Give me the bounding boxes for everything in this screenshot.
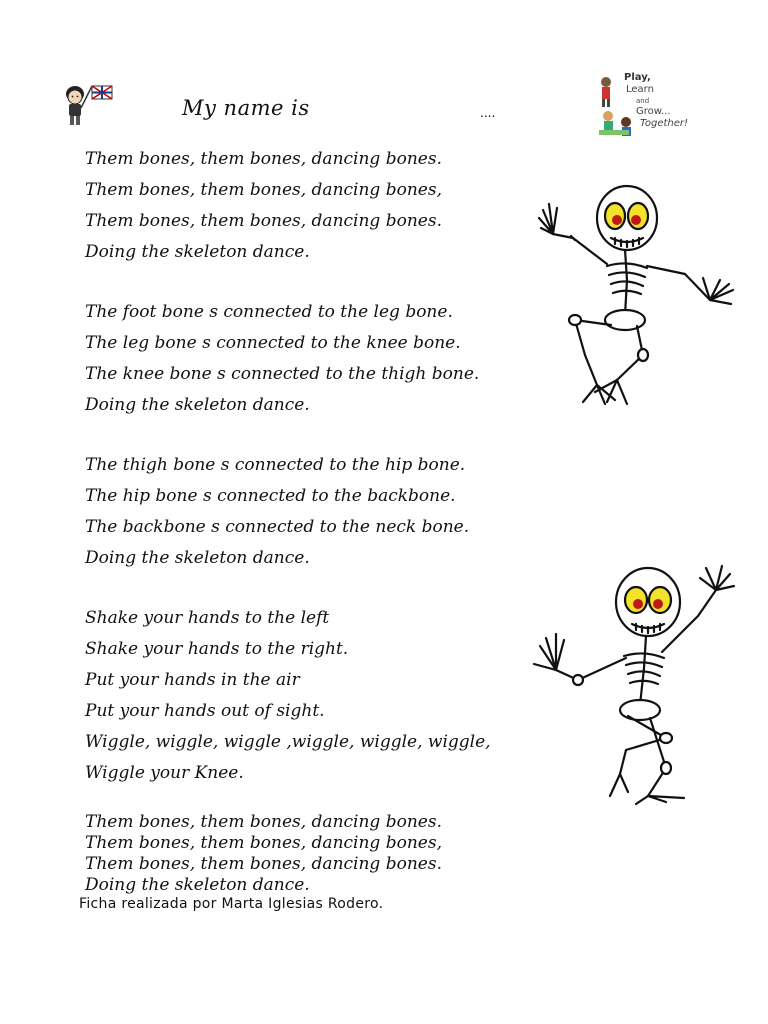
lyric-line: Put your hands out of sight. [85, 701, 325, 721]
name-label: My name is [182, 96, 310, 120]
play-learn-grow-logo [596, 72, 706, 142]
logo-grow: Grow... [636, 106, 671, 117]
lyric-line: Doing the skeleton dance. [85, 395, 310, 415]
lyric-line: The foot bone s connected to the leg bone. [85, 302, 453, 322]
lyric-line: Them bones, them bones, dancing bones. [85, 211, 442, 231]
stanza-3 [85, 450, 515, 574]
stanza-5 [85, 812, 515, 896]
lyric-line: Shake your hands to the right. [85, 639, 349, 659]
author-credit: Ficha realizada por Marta Iglesias Rodero. [79, 896, 384, 912]
stanza-1 [85, 144, 515, 268]
name-blank: .... [480, 106, 496, 120]
lyric-line: Put your hands in the air [85, 670, 300, 690]
lyric-line: The thigh bone s connected to the hip bone. [85, 455, 466, 475]
lyric-line: The hip bone s connected to the backbone. [85, 486, 456, 506]
lyric-line: Them bones, them bones, dancing bones, [85, 180, 442, 200]
logo-and: and [636, 97, 650, 105]
lyric-line: Them bones, them bones, dancing bones. [85, 149, 442, 169]
lyric-line: Them bones, them bones, dancing bones. [85, 812, 442, 832]
lyric-line: The knee bone s connected to the thigh bone. [85, 364, 480, 384]
lyric-line: Shake your hands to the left [85, 608, 330, 628]
logo-learn: Learn [626, 84, 654, 95]
lyric-line: Doing the skeleton dance. [85, 548, 310, 568]
stanza-2 [85, 297, 515, 421]
logo-play: Play, [624, 72, 651, 83]
lyric-line: Doing the skeleton dance. [85, 875, 310, 895]
lyric-line: Them bones, them bones, dancing bones, [85, 833, 442, 853]
stanza-4 [85, 603, 515, 789]
lyric-line: The backbone s connected to the neck bone. [85, 517, 470, 537]
lyric-line: Doing the skeleton dance. [85, 242, 310, 262]
lyric-line: Wiggle, wiggle, wiggle ,wiggle, wiggle, wiggle, [85, 732, 491, 752]
dancing-skeleton-top-icon [535, 180, 740, 408]
lyric-line: The leg bone s connected to the knee bone. [85, 333, 461, 353]
lyric-line: Wiggle your Knee. [85, 763, 244, 783]
dancing-skeleton-bottom-icon [516, 560, 740, 808]
logo-together: Together! [640, 118, 689, 129]
child-with-flag-icon [62, 82, 116, 130]
lyric-line: Them bones, them bones, dancing bones. [85, 854, 442, 874]
